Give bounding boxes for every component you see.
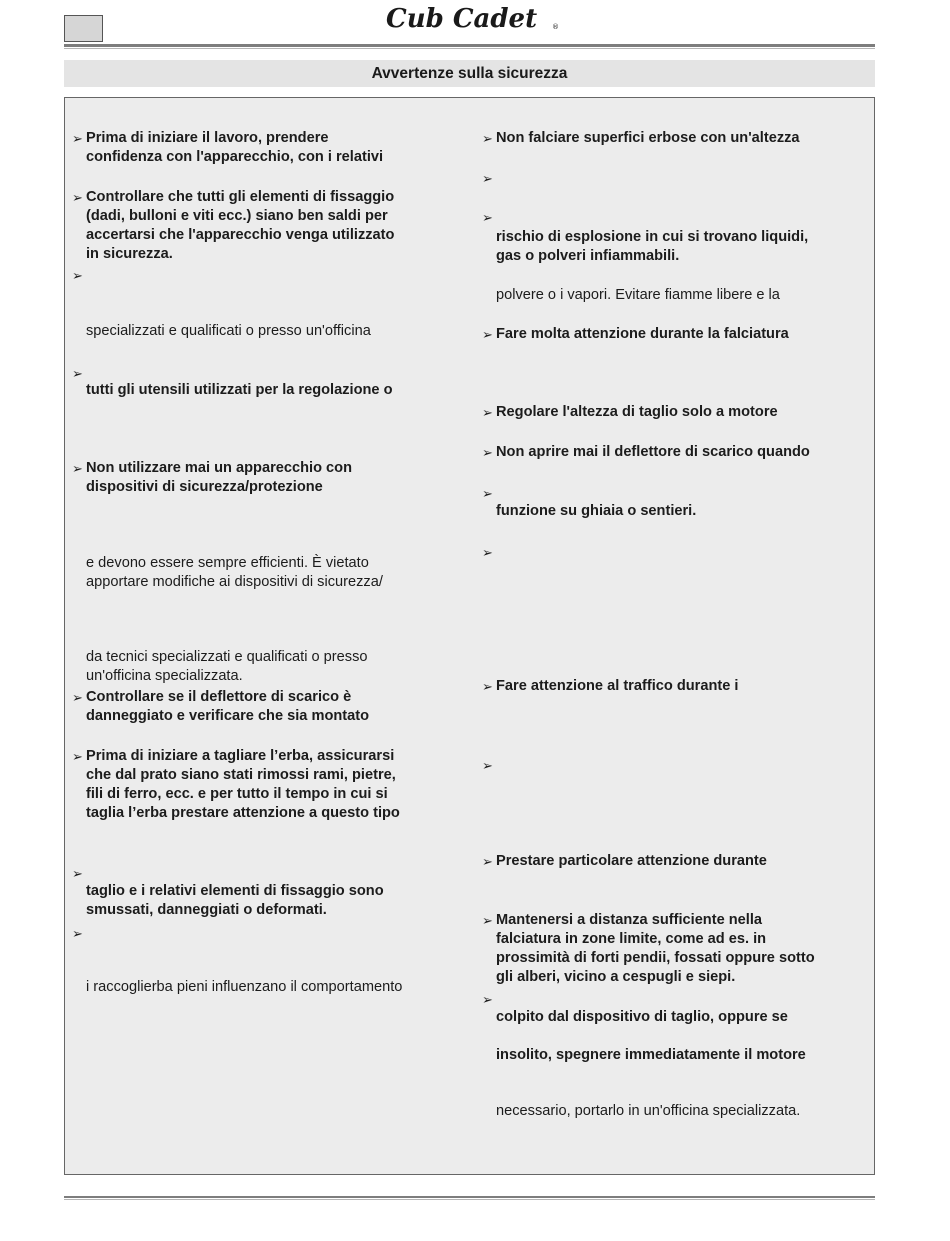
text-line: Prestare particolare attenzione durante <box>496 853 767 869</box>
text-line: Prima di iniziare a tagliare l’erba, assicurarsi <box>86 748 395 764</box>
text-line: e devono essere sempre efficienti. È vietato <box>86 555 369 571</box>
bullet-arrow-icon: ➢ <box>482 545 493 560</box>
text-line: accertarsi che l'apparecchio venga utilizzato <box>86 227 395 243</box>
bullet-arrow-icon: ➢ <box>72 190 83 205</box>
text-line: i raccoglierba pieni influenzano il comportamento <box>86 979 403 995</box>
bullet-arrow-icon: ➢ <box>72 461 83 476</box>
text-line: falciatura in zone limite, come ad es. in <box>496 931 767 947</box>
safety-item-text <box>86 978 402 997</box>
bullet-arrow-icon: ➢ <box>482 992 493 1007</box>
safety-item-text <box>86 381 393 400</box>
text-line: Mantenersi a distanza sufficiente nella <box>496 912 763 928</box>
safety-item-text <box>496 129 800 148</box>
text-line: rischio di esplosione in cui si trovano liquidi, <box>496 229 809 245</box>
safety-item-text <box>86 688 369 726</box>
safety-item-text <box>86 747 400 823</box>
text-line: apportare modifiche ai dispositivi di sicurezza/ <box>86 574 383 590</box>
text-line: fili di ferro, ecc. e per tutto il tempo in cui si <box>86 786 388 802</box>
text-line: Controllare se il deflettore di scarico è <box>86 689 352 705</box>
safety-item-text <box>86 188 394 264</box>
bullet-arrow-icon: ➢ <box>72 749 83 764</box>
header-rule <box>64 44 875 47</box>
section-title: Avvertenze sulla sicurezza <box>64 60 875 87</box>
text-line: confidenza con l'apparecchio, con i relativi <box>86 149 384 165</box>
text-line: colpito dal dispositivo di taglio, oppure se <box>496 1009 788 1025</box>
bullet-arrow-icon: ➢ <box>482 210 493 225</box>
safety-item-text <box>496 852 767 871</box>
text-line: che dal prato siano stati rimossi rami, pietre, <box>86 767 396 783</box>
text-line: funzione su ghiaia o sentieri. <box>496 503 697 519</box>
text-line: Controllare che tutti gli elementi di fissaggio <box>86 189 395 205</box>
text-line: Non falciare superfici erbose con un'altezza <box>496 130 800 146</box>
footer-rule-thin <box>64 1199 875 1200</box>
page-number-box <box>64 15 103 42</box>
safety-item-text <box>496 677 738 696</box>
bullet-arrow-icon: ➢ <box>482 327 493 342</box>
text-line: polvere o i vapori. Evitare fiamme libere e la <box>496 287 780 303</box>
text-line: (dadi, bulloni e viti ecc.) siano ben saldi per <box>86 208 388 224</box>
safety-item-text <box>496 228 808 266</box>
safety-item-text <box>86 129 383 167</box>
bullet-arrow-icon: ➢ <box>482 854 493 869</box>
bullet-arrow-icon: ➢ <box>482 445 493 460</box>
bullet-arrow-icon: ➢ <box>482 171 493 186</box>
safety-item-text <box>86 554 383 592</box>
header-rule-thin <box>64 48 875 49</box>
svg-text:®: ® <box>552 23 559 31</box>
footer-rule <box>64 1196 875 1198</box>
text-line: in sicurezza. <box>86 246 173 262</box>
bullet-arrow-icon: ➢ <box>482 486 493 501</box>
text-line: da tecnici specializzati e qualificati o presso <box>86 649 368 665</box>
safety-item-text <box>496 911 815 987</box>
svg-text:Cub Cadet: Cub Cadet <box>386 4 538 34</box>
safety-item-text <box>496 443 810 462</box>
bullet-arrow-icon: ➢ <box>72 268 83 283</box>
bullet-arrow-icon: ➢ <box>72 690 83 705</box>
safety-item-text <box>86 459 352 497</box>
text-line: un'officina specializzata. <box>86 668 243 684</box>
text-line: Prima di iniziare il lavoro, prendere <box>86 130 329 146</box>
safety-item-text <box>496 403 778 422</box>
safety-item-text <box>496 1102 800 1121</box>
safety-item-text <box>496 325 789 344</box>
text-line: Fare attenzione al traffico durante i <box>496 678 739 694</box>
bullet-arrow-icon: ➢ <box>72 866 83 881</box>
text-line: smussati, danneggiati o deformati. <box>86 902 327 918</box>
text-line: tutti gli utensili utilizzati per la regolazione o <box>86 382 393 398</box>
text-line: gas o polveri infiammabili. <box>496 248 680 264</box>
bullet-arrow-icon: ➢ <box>482 913 493 928</box>
safety-item-text <box>86 882 384 920</box>
text-line: Regolare l'altezza di taglio solo a motore <box>496 404 778 420</box>
text-line: danneggiato e verificare che sia montato <box>86 708 370 724</box>
bullet-arrow-icon: ➢ <box>72 926 83 941</box>
bullet-arrow-icon: ➢ <box>72 131 83 146</box>
text-line: gli alberi, vicino a cespugli e siepi. <box>496 969 736 985</box>
text-line: Non aprire mai il deflettore di scarico quando <box>496 444 810 460</box>
cub-cadet-logo <box>384 2 564 34</box>
text-line: insolito, spegnere immediatamente il motore <box>496 1047 806 1063</box>
safety-item-text <box>86 648 367 686</box>
text-line: specializzati e qualificati o presso un'officina <box>86 323 371 339</box>
text-line: Fare molta attenzione durante la falciatura <box>496 326 789 342</box>
bullet-arrow-icon: ➢ <box>482 758 493 773</box>
text-line: Non utilizzare mai un apparecchio con <box>86 460 352 476</box>
safety-item-text <box>496 1046 806 1065</box>
safety-item-text <box>86 322 371 341</box>
text-line: taglio e i relativi elementi di fissaggio sono <box>86 883 384 899</box>
text-line: taglia l’erba prestare attenzione a questo tipo <box>86 805 400 821</box>
text-line: dispositivi di sicurezza/protezione <box>86 479 323 495</box>
safety-item-text <box>496 1008 788 1027</box>
bullet-arrow-icon: ➢ <box>482 131 493 146</box>
bullet-arrow-icon: ➢ <box>482 405 493 420</box>
bullet-arrow-icon: ➢ <box>72 366 83 381</box>
text-line: necessario, portarlo in un'officina specializzata. <box>496 1103 801 1119</box>
safety-item-text <box>496 502 696 521</box>
safety-item-text <box>496 286 780 305</box>
bullet-arrow-icon: ➢ <box>482 679 493 694</box>
text-line: prossimità di forti pendii, fossati oppure sotto <box>496 950 815 966</box>
